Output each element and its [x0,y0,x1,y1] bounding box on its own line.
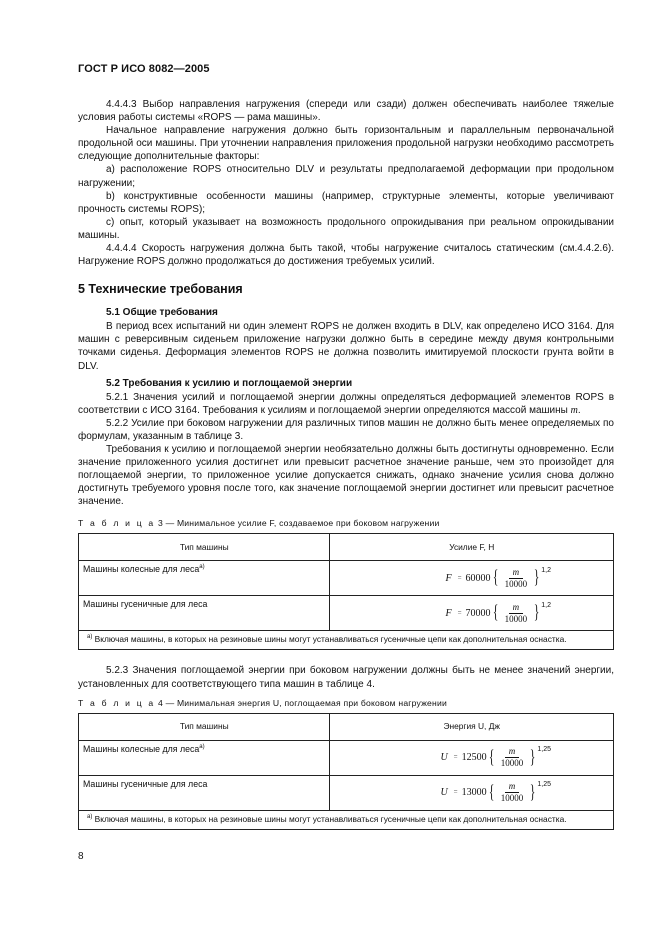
formula-fraction [501,567,532,590]
table-note-text: Включая машины, в которых на резиновые шины могут устанавливаться гусеничные цепи как дополнительная оснастка. [94,813,567,824]
left-paren: { [492,602,498,624]
machine-type-text: Машины колесные для леса [83,564,200,575]
paragraph: а) расположение ROPS относительно DLV и результаты предполагаемой деформации при продольном нагружении; [78,164,614,189]
table-note [79,631,614,650]
machine-type-text: Машины колесные для леса [83,743,200,754]
table-label: Т а б л и ц а [78,518,156,529]
paragraph: Начальное направление нагружения должно быть горизонтальным и параллельным первоначальной продольной оси машины. При уточнении направления приложения продольной нагрузки необходимо рассмотреть следующие дополнительные факторы: [78,125,614,163]
paragraph: В период всех испытаний ни один элемент ROPS не должен входить в DLV, как определено ИСО 3164. Для машин с реверсивным сиденьем приложение нагрузки должно быть в середине между двумя контрольными точками сиденья. Деформация элементов ROPS не должна позволить имитируемой плоскости грунта войти в DLV. [78,321,614,372]
table-row [79,740,614,775]
subsection-heading: 5.2 Требования к усилию и поглощаемой энергии [106,377,353,389]
formula-exponent: 1,25 [537,781,551,789]
formula [440,781,551,804]
footnote-marker: а) [87,813,93,820]
table-row [79,561,614,596]
table-note-text: Включая машины, в которых на резиновые шины могут устанавливаться гусеничные цепи как дополнительная оснастка. [94,634,567,645]
left-paren: { [488,781,494,803]
table-caption-text: 3 — Минимальное усилие F, создаваемое при боковом нагружении [158,518,440,529]
table-row [79,596,614,631]
formula-fraction [497,746,528,769]
formula-cell [330,740,614,775]
document-header: ГОСТ Р ИСО 8082—2005 [78,63,210,75]
machine-type-cell [79,596,330,631]
paragraph-text: 5.2.1 Значения усилий и поглощаемой энергии должны определяться деформацией элементов ROPS в соответствии с ИСО 3164. Требования к усилиям и поглощаемой энергии определяются массой машины [78,391,614,416]
right-paren: } [533,567,540,589]
formula-exponent: 1,2 [541,566,551,574]
table-note [79,810,614,829]
fraction-denominator: 10000 [504,613,528,624]
table-4 [78,713,614,830]
subsection-heading: 5.1 Общие требования [106,307,218,319]
fraction-numerator: m [505,746,520,758]
formula-coefficient: 70000 [465,607,491,619]
formula-coefficient: 12500 [461,752,487,764]
approx-sign: = [453,788,458,797]
table-note-row [79,631,614,650]
formula-exponent: 1,2 [541,601,551,609]
formula-fraction [497,781,528,804]
formula-exponent: 1,25 [537,746,551,754]
table-3 [78,533,614,650]
footnote-marker: а) [87,634,93,641]
table-header-cell: Тип машины [79,534,330,561]
footnote-marker: а) [199,564,205,571]
machine-type-text: Машины гусеничные для леса [83,778,208,789]
formula-variable: U [440,787,448,799]
fraction-denominator: 10000 [500,793,524,804]
formula-variable: U [440,752,448,764]
fraction-denominator: 10000 [504,578,528,589]
formula-cell [330,561,614,596]
machine-type-cell [79,561,330,596]
page-number: 8 [78,851,84,862]
right-paren: } [530,746,536,768]
formula-fraction [501,602,532,625]
formula-variable: F [445,572,452,584]
table-note-row [79,810,614,829]
fraction-numerator: m [509,567,524,579]
formula [440,746,551,769]
machine-type-cell [79,740,330,775]
mass-variable: m [570,404,578,416]
paragraph: 4.4.4.4 Скорость нагружения должна быть такой, чтобы нагружение считалось статическим (см.4.4.2.6). Нагружение ROPS должно продолжаться до достижения требуемых усилий. [78,243,614,268]
paragraph: Требования к усилию и поглощаемой энергии необязательно должны быть достигнуты одновременно. Если значение приложенного усилия достигнет или превысит расчетное значение раньше, чем это произойдет для поглощаемой энергии, то приложенное усилие допускается снижать, однако значение усилия снова должно достигнуть требуемого уровня после того, как значение поглощаемой энергии достигнет или превысит расчетное значение. [78,443,614,508]
paragraph: b) конструктивные особенности машины (например, структурные элементы, которые увеличивают прочность системы ROPS); [78,190,614,215]
formula [445,567,551,590]
left-paren: { [488,746,494,768]
right-paren: } [533,602,540,624]
left-paren: { [492,567,498,589]
paragraph: 5.2.3 Значения поглощаемой энергии при боковом нагружении должны быть не менее значений энергии, установленных для соответствующего типа машин в таблице 4. [78,665,614,690]
paragraph: 5.2.1 Значения усилий и поглощаемой энергии должны определяться деформацией элементов ROPS в соответствии с ИСО 3164. Требования к усилиям и поглощаемой энергии определяются массой машины m. [78,391,614,416]
fraction-denominator: 10000 [500,758,524,769]
formula-coefficient: 60000 [465,572,491,584]
table-caption [78,518,614,529]
table-header-cell: Энергия U, Дж [330,713,614,740]
formula-cell [330,596,614,631]
machine-type-cell [79,775,330,810]
document-body [78,98,614,830]
table-label: Т а б л и ц а [78,697,156,708]
footnote-marker: а) [199,743,205,750]
paragraph: 5.2.2 Усилие при боковом нагружении для различных типов машин не должно быть менее определяемых по формулам, указанным в таблице 3. [78,417,614,442]
formula-coefficient: 13000 [461,787,487,799]
right-paren: } [530,781,536,803]
paragraph: 4.4.4.3 Выбор направления нагружения (спереди или сзади) должен обеспечивать наиболее тяжелые условия работы системы «ROPS — рама машины». [78,99,614,124]
approx-sign: = [453,753,458,762]
table-caption-text: 4 — Минимальная энергия U, поглощаемая при боковом нагружении [158,697,447,708]
table-row [79,775,614,810]
approx-sign: = [457,573,462,582]
fraction-numerator: m [505,781,520,793]
formula-variable: F [445,607,452,619]
table-caption [78,698,614,709]
machine-type-text: Машины гусеничные для леса [83,599,208,610]
table-header-cell: Усилие F, Н [330,534,614,561]
paragraph: с) опыт, который указывает на возможность продольного опрокидывания при реальном опрокидывании машины. [78,216,614,241]
section-heading: 5 Технические требования [78,282,243,297]
formula [445,602,551,625]
table-header-cell: Тип машины [79,713,330,740]
formula-cell [330,775,614,810]
approx-sign: = [457,608,462,617]
fraction-numerator: m [509,602,524,614]
